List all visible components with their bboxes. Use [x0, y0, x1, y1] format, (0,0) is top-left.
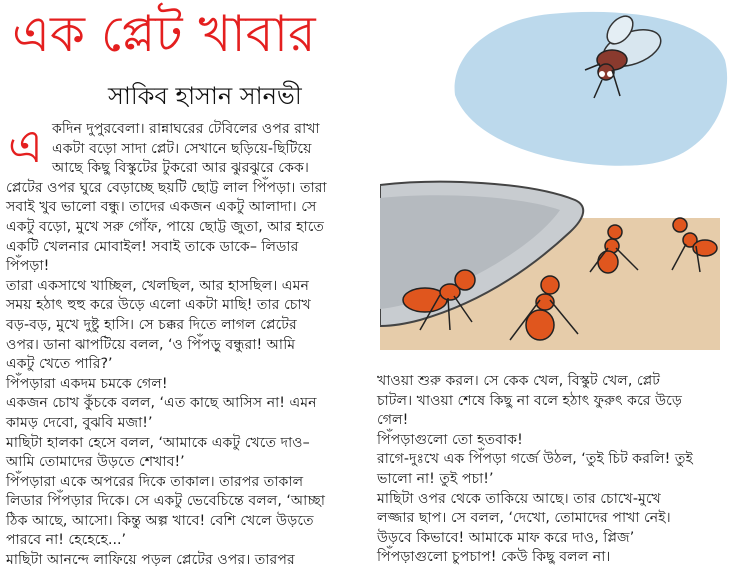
story-title: এক প্লেট খাবার	[12, 5, 316, 63]
story-line: প্লেটের ওপর ঘুরে বেড়াচ্ছে ছয়টি ছোট্ট লাল পিঁপড়া। তারা	[6, 179, 327, 196]
story-column-left	[6, 120, 376, 571]
story-line: রাগে-দুঃখে এক পিঁপড়া গর্জে উঠল, ‘তুই চিট করলি! তুই	[377, 451, 693, 468]
story-line: ওপর। ডানা ঝাপটিয়ে বলল, ‘ও পিঁপড়ু বন্ধুরা! আমি	[6, 336, 296, 353]
sky-blob	[455, 12, 728, 166]
story-line: পিঁপড়া!	[6, 258, 50, 275]
story-line: একটু বড়ো, মুখে সরু গোঁফ, পায়ে ছোট্ট জুতা, আর হাতে	[6, 218, 325, 235]
story-line: মাছিটা ওপর থেকে তাকিয়ে আছে। তার চোখে-মুখে	[377, 490, 661, 507]
story-author: সাকিব হাসান সানভী	[108, 82, 302, 110]
story-line: মাছিটা হালকা হেসে বলল, ‘আমাকে একটু খেতে দাও–	[6, 434, 310, 451]
story-line: খাওয়া শুরু করল। সে কেক খেল, বিস্কুট খেল, প্লেট	[377, 373, 661, 389]
story-line: একটি খেলনার মোবাইল! সবাই তাকে ডাকে– লিডার	[6, 238, 299, 255]
story-line: পিঁপড়াগুলো তো হতবাক!	[377, 431, 523, 448]
story-line: একটা বড়ো সাদা প্লেট। সেখানে ছড়িয়ে-ছিটিয়ে	[52, 140, 312, 157]
story-column-right	[377, 372, 727, 568]
story-line: সবাই খুব ভালো বন্ধু। তাদের একজন একটু আলাদা। সে	[6, 199, 317, 216]
story-line: পিঁপড়াগুলো চুপচাপ! কেউ কিছু বলল না।	[377, 549, 611, 566]
story-line: একটু খেতে পারি?’	[6, 356, 113, 373]
story-line: লজ্জার ছাপ। সে বলল, ‘দেখো, তোমাদের পাখা নেই।	[377, 510, 671, 527]
story-line: লিডার পিঁপড়ার দিকে। সে একটু ভেবেচিন্তে বলল, ‘আচ্ছা	[6, 493, 325, 510]
story-line: চাটল। খাওয়া শেষে কিছু না বলে হঠাৎ ফুরুৎ করে উড়ে	[377, 392, 682, 409]
story-line: কদিন দুপুরবেলা। রান্নাঘরের টেবিলের ওপর রাখা	[52, 121, 320, 137]
story-line: আমি তোমাদের উড়তে শেখাব!’	[6, 454, 185, 471]
story-line: সময় হঠাৎ হুহু করে উড়ে এলো একটা মাছি! তার চোখ	[6, 297, 311, 314]
fly-and-ants-illustration	[380, 0, 733, 360]
story-line: একজন চোখ কুঁচকে বলল, ‘এত কাছে আসিস না! এমন	[6, 395, 317, 412]
story-line: পারবে না! হেহেহে...’	[6, 532, 126, 549]
story-line: ঠিক আছে, আসো। কিন্তু অল্প খাবে! বেশি খেলে উড়তে	[6, 512, 314, 529]
story-line: তারা একসাথে খাচ্ছিল, খেলছিল, আর হাসছিল। এমন	[6, 277, 309, 294]
story-line: কামড় দেবো, বুঝবি মজা!’	[6, 414, 153, 431]
story-line: মাছিটা আনন্দে লাফিয়ে পড়ল প্লেটের ওপর। তারপর	[6, 552, 295, 569]
story-line: পিঁপড়ারা একদম চমকে গেল!	[6, 375, 168, 392]
drop-cap: এ	[8, 119, 43, 173]
story-line: আছে কিছু বিস্কুটের টুকরো আর ঝুরঝুরে কেক।	[52, 160, 309, 177]
story-line: গেল!	[377, 412, 409, 429]
story-line: পিঁপড়ারা একে অপরের দিকে তাকাল। তারপর তাকাল	[6, 473, 304, 490]
story-line: বড়-বড়, মুখে দুষ্টু হাসি। সে চক্কর দিতে লাগল প্লেটের	[6, 316, 297, 333]
story-line: উড়বে কিভাবে! আমাকে মাফ করে দাও, প্লিজ’	[377, 529, 635, 546]
story-line: ভালো না! তুই পচা!’	[377, 470, 494, 487]
